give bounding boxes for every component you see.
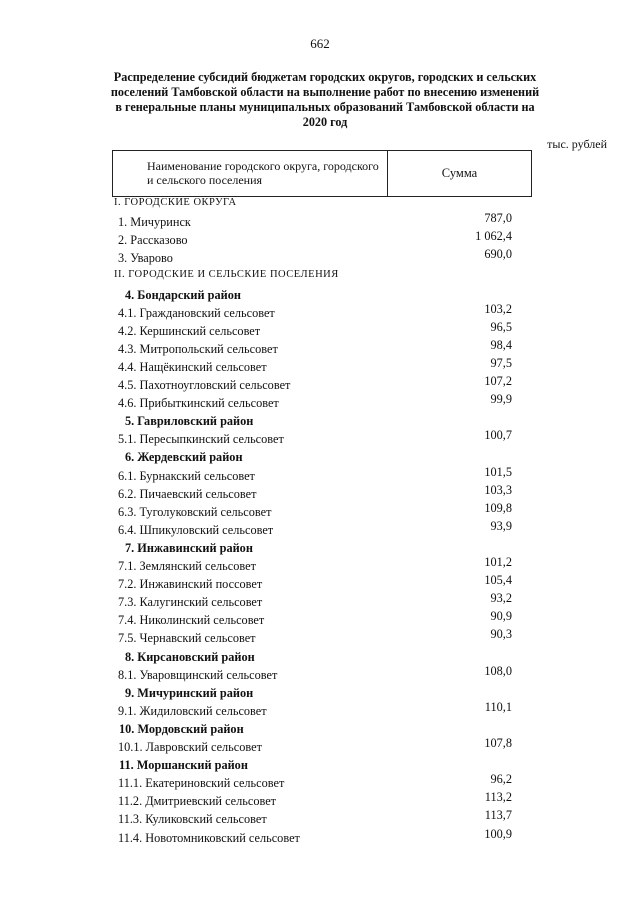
table-row	[0, 736, 640, 758]
row-value: 90,3	[490, 627, 512, 642]
row-value: 103,2	[484, 301, 512, 316]
row-value: 113,7	[484, 808, 512, 823]
row-name: 9.1. Жидиловский сельсовет	[118, 703, 267, 718]
district-heading-row	[0, 722, 640, 740]
row-value: 110,1	[484, 699, 512, 714]
district-name: 8. Кирсановский район	[125, 649, 255, 664]
district-heading-row	[0, 686, 640, 704]
sum-column-header: Сумма	[441, 166, 478, 180]
row-name: 6.3. Туголуковский сельсовет	[118, 504, 272, 519]
table-row	[0, 211, 640, 233]
row-value: 93,2	[490, 591, 512, 606]
table-row	[0, 500, 640, 523]
table-row	[0, 627, 640, 649]
table-row	[0, 319, 640, 342]
district-name: 4. Бондарский район	[125, 287, 241, 302]
table-row	[0, 337, 640, 360]
table-row	[0, 374, 640, 396]
table-row	[0, 355, 640, 378]
row-name: 4.3. Митропольский сельсовет	[118, 341, 278, 356]
row-name: 11.4. Новотомниковский сельсовет	[118, 830, 300, 845]
row-value: 105,4	[484, 573, 512, 588]
district-heading-row	[0, 650, 640, 668]
row-name: 4.4. Нащёкинский сельсовет	[118, 359, 267, 374]
section-heading-row	[0, 269, 640, 287]
district-name: 7. Инжавинский район	[125, 540, 253, 555]
row-value: 96,5	[490, 319, 512, 334]
table-row	[0, 301, 640, 324]
row-name: 2. Рассказово	[118, 233, 188, 248]
row-name: 5.1. Пересыпкинский сельсовет	[118, 432, 284, 447]
row-name: 7.3. Калугинский сельсовет	[118, 595, 263, 610]
document-title: Распределение субсидий бюджетам городских округов, городских и сельских поселений Тамбовской области на выполнение работ по внесению изменений в генеральные планы муниципальных образований Тамбовской области на 2020 год	[110, 70, 540, 129]
row-value: 690,0	[484, 247, 512, 262]
table-row	[0, 591, 640, 613]
row-value: 113,2	[484, 790, 512, 805]
table-header	[112, 150, 532, 197]
page-number: 662	[310, 36, 330, 51]
row-value: 93,9	[490, 518, 512, 533]
table-row	[0, 464, 640, 487]
row-value: 96,2	[490, 772, 512, 787]
row-name: 1. Мичуринск	[118, 215, 191, 230]
row-value: 107,8	[484, 736, 512, 750]
row-name: 7.4. Николинский сельсовет	[118, 613, 265, 628]
table-row	[0, 482, 640, 505]
row-value: 109,8	[484, 500, 512, 515]
table-row	[0, 609, 640, 631]
table-row	[0, 518, 640, 541]
table-row	[0, 790, 640, 812]
district-heading-row	[0, 414, 640, 432]
table-row	[0, 808, 640, 830]
section-name: I. ГОРОДСКИЕ ОКРУГА	[114, 197, 237, 208]
row-name: 7.2. Инжавинский поссовет	[118, 577, 263, 592]
row-value: 107,2	[484, 374, 512, 388]
district-name: 10. Мордовский район	[119, 721, 244, 736]
row-name: 4.1. Граждановский сельсовет	[118, 305, 275, 320]
table-row	[0, 555, 640, 577]
row-name: 7.5. Чернавский сельсовет	[118, 631, 256, 646]
name-column-header: Наименование городского округа, городского и сельского поселения	[113, 151, 388, 196]
row-name: 11.3. Куликовский сельсовет	[118, 812, 267, 827]
district-heading-row	[0, 450, 640, 468]
row-value: 101,5	[484, 464, 512, 479]
row-name: 6.2. Пичаевский сельсовет	[118, 486, 257, 501]
row-name: 8.1. Уваровщинский сельсовет	[118, 667, 278, 682]
district-name: 5. Гавриловский район	[125, 414, 254, 429]
row-name: 4.5. Пахотноугловский сельсовет	[118, 378, 291, 392]
row-value: 90,9	[490, 609, 512, 624]
row-value: 100,9	[484, 826, 512, 841]
table-row	[0, 826, 640, 849]
row-name: 4.6. Прибыткинский сельсовет	[118, 396, 279, 411]
table-row	[0, 699, 640, 722]
table-row	[0, 772, 640, 794]
row-name: 7.1. Землянский сельсовет	[118, 559, 256, 573]
table-row	[0, 392, 640, 414]
row-name: 6.4. Шпикуловский сельсовет	[118, 522, 274, 537]
table-row	[0, 229, 640, 251]
row-value: 101,2	[484, 555, 512, 569]
row-value: 108,0	[484, 663, 512, 678]
table-row	[0, 247, 640, 269]
district-heading-row	[0, 758, 640, 776]
row-name: 4.2. Кершинский сельсовет	[118, 323, 261, 338]
row-value: 100,7	[484, 428, 512, 443]
district-heading-row	[0, 288, 640, 306]
table-row	[0, 663, 640, 686]
district-name: 11. Моршанский район	[119, 758, 248, 773]
section-name: II. ГОРОДСКИЕ И СЕЛЬСКИЕ ПОСЕЛЕНИЯ	[114, 269, 339, 281]
table-row	[0, 573, 640, 595]
row-name: 10.1. Лавровский сельсовет	[118, 740, 262, 754]
row-value: 97,5	[490, 355, 512, 370]
row-name: 11.1. Екатериновский сельсовет	[118, 776, 285, 791]
district-name: 9. Мичуринский район	[125, 685, 254, 700]
row-value: 98,4	[490, 337, 512, 352]
table-row	[0, 428, 640, 450]
unit-label: тыс. рублей	[547, 137, 607, 151]
row-value: 103,3	[484, 482, 512, 497]
row-name: 11.2. Дмитриевский сельсовет	[118, 794, 277, 809]
row-value: 1 062,4	[475, 229, 512, 244]
row-value: 787,0	[484, 211, 512, 226]
district-heading-row	[0, 541, 640, 559]
district-name: 6. Жердевский район	[125, 450, 243, 465]
row-name: 3. Уварово	[118, 251, 173, 266]
row-value: 99,9	[490, 392, 512, 407]
section-heading-row	[0, 197, 640, 215]
row-name: 6.1. Бурнакский сельсовет	[118, 468, 255, 483]
